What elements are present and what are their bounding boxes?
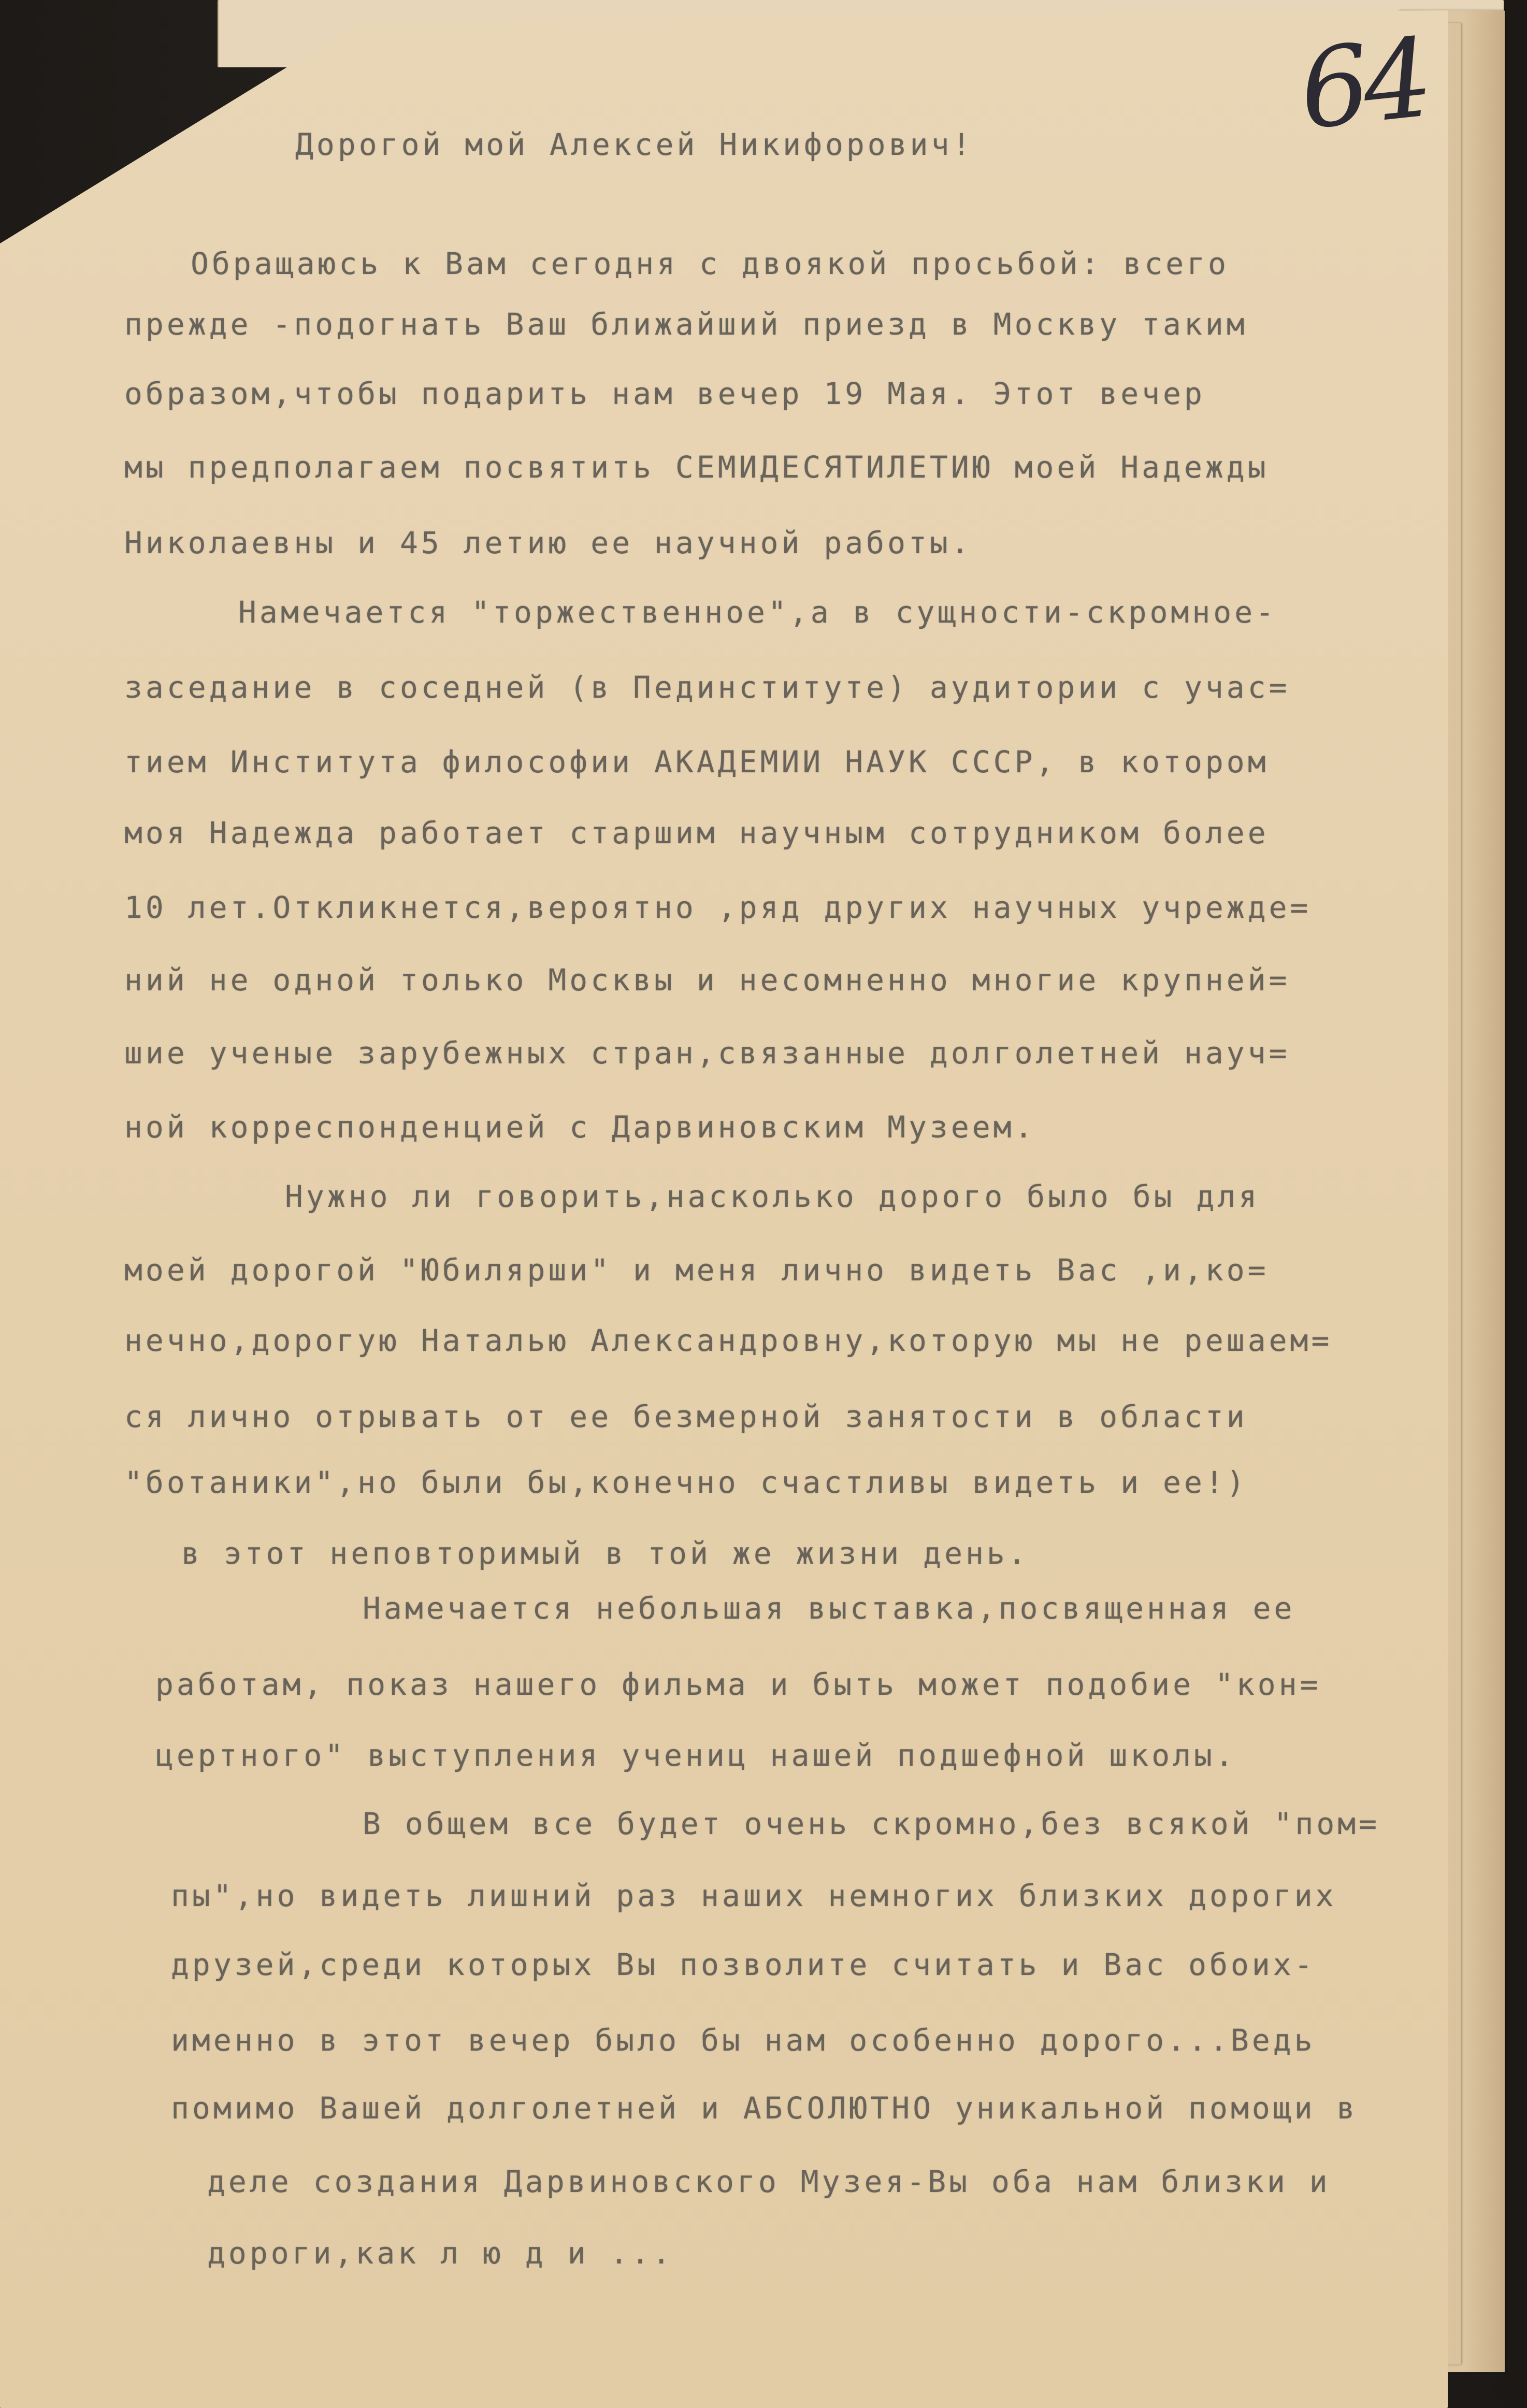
letter-line: мы предполагаем посвятить СЕМИДЕСЯТИЛЕТИЮ моей Надежды bbox=[124, 450, 1269, 485]
letter-greeting: Дорогой мой Алексей Никифорович! bbox=[295, 127, 974, 162]
letter-line: 10 лет.Откликнется,вероятно ,ряд других научных учрежде= bbox=[124, 890, 1312, 925]
letter-line: Обращаюсь к Вам сегодня с двоякой просьбой: всего bbox=[191, 246, 1230, 281]
letter-line: шие ученые зарубежных стран,связанные долголетней науч= bbox=[124, 1035, 1290, 1071]
letter-line: ной корреспонденцией с Дарвиновским Музеем. bbox=[124, 1109, 1036, 1145]
letter-line: Нужно ли говорить,насколько дорого было бы для bbox=[285, 1179, 1260, 1214]
letter-line: моя Надежда работает старшим научным сотрудником более bbox=[124, 815, 1269, 850]
letter-line: заседание в соседней (в Пединституте) аудитории с учас= bbox=[124, 670, 1290, 705]
letter-line: "ботаники",но были бы,конечно счастливы видеть и ее!) bbox=[124, 1465, 1248, 1500]
letter-line: пы",но видеть лишний раз наших немногих близких дорогих bbox=[171, 1878, 1337, 1913]
letter-line: тием Института философии АКАДЕМИИ НАУК СССР, в котором bbox=[124, 744, 1269, 780]
letter-line: нечно,дорогую Наталью Александровну,которую мы не решаем= bbox=[124, 1323, 1333, 1358]
letter-line: Намечается "торжественное",а в сущности-скромное- bbox=[238, 595, 1277, 630]
letter-line: цертного" выступления учениц нашей подшефной школы. bbox=[155, 1738, 1236, 1773]
letter-line: помимо Вашей долголетней и АБСОЛЮТНО уникальной помощи в bbox=[171, 2090, 1358, 2126]
letter-line: Николаевны и 45 летию ее научной работы. bbox=[124, 525, 972, 560]
letter-line: ся лично отрывать от ее безмерной занятости в области bbox=[124, 1399, 1248, 1434]
letter-line: образом,чтобы подарить нам вечер 19 Мая. Этот вечер bbox=[124, 376, 1205, 411]
letter-line: дороги,как л ю д и ... bbox=[207, 2236, 674, 2271]
folio-number: 64 bbox=[1293, 14, 1433, 154]
letter-line: ний не одной только Москвы и несомненно многие крупней= bbox=[124, 962, 1290, 998]
letter-line: моей дорогой "Юбилярши" и меня лично видеть Вас ,и,ко= bbox=[124, 1252, 1269, 1288]
letter-line: прежде -подогнать Ваш ближайший приезд в Москву таким bbox=[124, 307, 1248, 342]
letter-line: именно в этот вечер было бы нам особенно дорого...Ведь bbox=[171, 2023, 1316, 2058]
letter-line: работам, показ нашего фильма и быть может подобие "кон= bbox=[155, 1667, 1321, 1702]
letter-line: в этот неповторимый в той же жизни день. bbox=[181, 1536, 1029, 1571]
letter-line: В общем все будет очень скромно,без всякой "пом= bbox=[363, 1806, 1380, 1841]
letter-line: Намечается небольшая выставка,посвященная ее bbox=[363, 1591, 1295, 1626]
letter-line: друзей,среди которых Вы позволите считать и Вас обоих- bbox=[171, 1947, 1316, 1982]
letter-line: деле создания Дарвиновского Музея-Вы оба нам близки и bbox=[207, 2164, 1331, 2199]
